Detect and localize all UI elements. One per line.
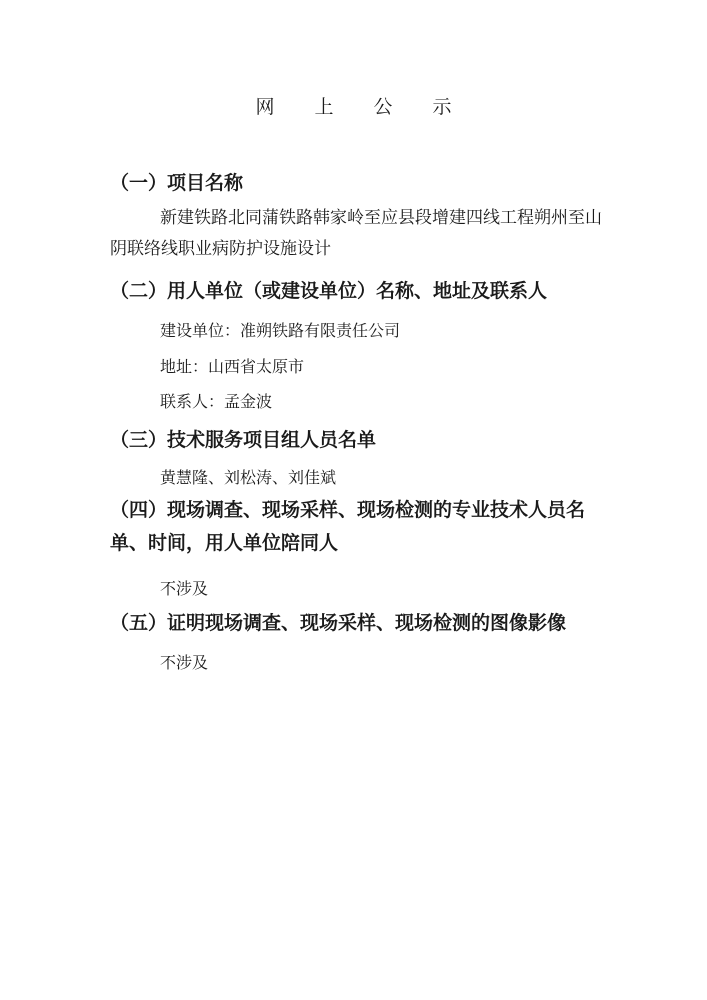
section-2-line-1: 建设单位：准朔铁路有限责任公司 (160, 321, 401, 340)
section-5-heading: （五）证明现场调查、现场采样、现场检测的图像影像 (110, 612, 567, 634)
section-3-heading: （三）技术服务项目组人员名单 (110, 429, 377, 451)
page-title: 网 上 公 示 (255, 96, 469, 118)
section-4-line-1: 不涉及 (160, 579, 209, 598)
section-2-line-2: 地址：山西省太原市 (160, 357, 305, 376)
section-3-line-1: 黄慧隆、刘松涛、刘佳斌 (160, 468, 337, 487)
section-2-line-3: 联系人：孟金波 (160, 392, 273, 411)
section-1-heading: （一）项目名称 (110, 172, 244, 194)
section-4-heading: （四）现场调查、现场采样、现场检测的专业技术人员名单、时间，用人单位陪同人 (110, 499, 586, 554)
section-1-content: 新建铁路北同蒲铁路韩家岭至应县段增建四线工程朔州至山阴联络线职业病防护设施设计 (110, 208, 602, 259)
section-5-line-1: 不涉及 (160, 653, 209, 672)
section-2-heading: （二）用人单位（或建设单位）名称、地址及联系人 (110, 280, 548, 302)
